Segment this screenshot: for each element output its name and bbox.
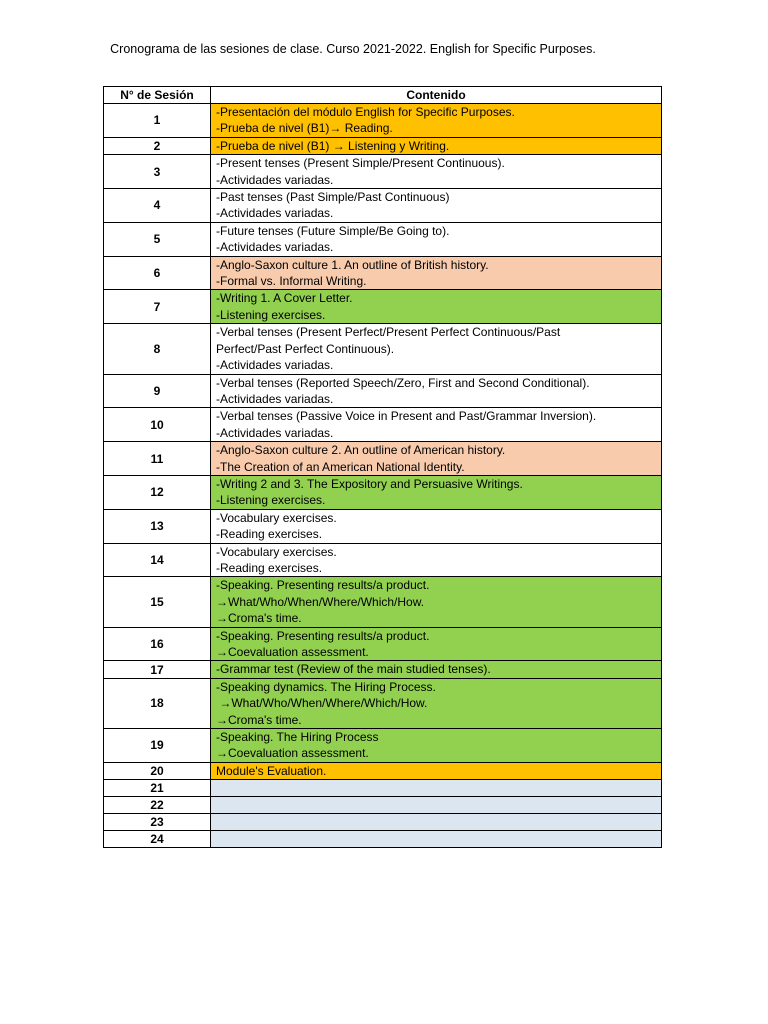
session-content: [211, 577, 662, 627]
content-line: -Actividades variadas.: [216, 172, 334, 187]
session-schedule-table: [103, 86, 662, 848]
content-line: -Actividades variadas.: [216, 425, 334, 440]
table-row: [104, 408, 662, 442]
table-row: [104, 762, 662, 779]
content-line: Module's Evaluation.: [216, 763, 327, 778]
session-number: 12: [104, 475, 211, 509]
content-line: -Reading exercises.: [216, 527, 323, 542]
table-row: [104, 475, 662, 509]
session-content: [211, 256, 662, 290]
session-number: 22: [104, 797, 211, 814]
session-number: 10: [104, 408, 211, 442]
session-content: [211, 189, 662, 223]
content-line: →Croma's time.: [216, 611, 302, 626]
table-row: [104, 814, 662, 831]
content-line: -Future tenses (Future Simple/Be Going to).: [216, 223, 450, 238]
session-content: [211, 222, 662, 256]
table-row: [104, 256, 662, 290]
table-row: [104, 797, 662, 814]
session-content: [211, 374, 662, 408]
content-line: -Grammar test (Review of the main studied tenses).: [216, 662, 491, 677]
content-line: -Verbal tenses (Present Perfect/Present Perfect Continuous/Past: [216, 325, 561, 340]
content-line: -Listening exercises.: [216, 307, 326, 322]
content-line: -Past tenses (Past Simple/Past Continuous): [216, 190, 450, 205]
content-line: →Coevaluation assessment.: [216, 746, 369, 761]
session-number: 3: [104, 155, 211, 189]
table-row: [104, 577, 662, 627]
table-row: [104, 780, 662, 797]
session-number: 18: [104, 678, 211, 728]
session-content: [211, 408, 662, 442]
session-number: 8: [104, 324, 211, 374]
session-content: [211, 509, 662, 543]
session-content: [211, 814, 662, 831]
content-line: -Anglo-Saxon culture 1. An outline of British history.: [216, 257, 489, 272]
table-row: [104, 831, 662, 848]
content-line: -Present tenses (Present Simple/Present Continuous).: [216, 156, 505, 171]
session-content: [211, 475, 662, 509]
content-line: -Actividades variadas.: [216, 240, 334, 255]
content-line: -Verbal tenses (Passive Voice in Present and Past/Grammar Inversion).: [216, 409, 597, 424]
session-content: [211, 729, 662, 763]
table-row: [104, 543, 662, 577]
table-row: [104, 137, 662, 154]
content-line: -Prueba de nivel (B1)→ Reading.: [216, 121, 393, 136]
table-row: [104, 155, 662, 189]
content-line: -Vocabulary exercises.: [216, 544, 337, 559]
content-line: -Actividades variadas.: [216, 206, 334, 221]
table-row: [104, 627, 662, 661]
table-row: [104, 222, 662, 256]
content-line: -Writing 2 and 3. The Expository and Persuasive Writings.: [216, 476, 523, 491]
session-number: 2: [104, 137, 211, 154]
session-content: [211, 780, 662, 797]
content-line: -Actividades variadas.: [216, 391, 334, 406]
content-line: -Speaking. Presenting results/a product.: [216, 578, 430, 593]
content-line: -Formal vs. Informal Writing.: [216, 274, 367, 289]
session-number: 16: [104, 627, 211, 661]
content-line: Perfect/Past Perfect Continuous).: [216, 341, 395, 356]
header-session-number: N° de Sesión: [104, 87, 211, 104]
table-row: [104, 509, 662, 543]
document-title: Cronograma de las sesiones de clase. Curso 2021-2022. English for Specific Purposes.: [110, 42, 596, 56]
content-line: →What/Who/When/Where/Which/How.: [216, 696, 428, 711]
session-content: [211, 104, 662, 138]
session-number: 21: [104, 780, 211, 797]
session-content: [211, 442, 662, 476]
session-content: [211, 137, 662, 154]
session-content: [211, 831, 662, 848]
table-row: [104, 324, 662, 374]
session-content: [211, 661, 662, 678]
table-row: [104, 442, 662, 476]
content-line: →What/Who/When/Where/Which/How.: [216, 594, 425, 609]
content-line: -Anglo-Saxon culture 2. An outline of American history.: [216, 443, 506, 458]
session-number: 9: [104, 374, 211, 408]
content-line: -Vocabulary exercises.: [216, 510, 337, 525]
session-content: [211, 762, 662, 779]
content-line: -Verbal tenses (Reported Speech/Zero, First and Second Conditional).: [216, 375, 590, 390]
content-line: -Writing 1. A Cover Letter.: [216, 291, 353, 306]
table-row: [104, 661, 662, 678]
session-content: [211, 290, 662, 324]
session-content: [211, 627, 662, 661]
session-number: 6: [104, 256, 211, 290]
table-row: [104, 290, 662, 324]
session-content: [211, 155, 662, 189]
session-content: [211, 543, 662, 577]
content-line: -The Creation of an American National Identity.: [216, 459, 465, 474]
session-content: [211, 324, 662, 374]
content-line: -Presentación del módulo English for Specific Purposes.: [216, 105, 515, 119]
table-row: [104, 729, 662, 763]
content-line: →Coevaluation assessment.: [216, 645, 369, 659]
session-number: 1: [104, 104, 211, 138]
session-content: [211, 678, 662, 728]
session-content: [211, 797, 662, 814]
session-number: 4: [104, 189, 211, 223]
content-line: -Prueba de nivel (B1) → Listening y Writing.: [216, 138, 450, 153]
content-line: -Reading exercises.: [216, 560, 323, 575]
content-line: →Croma's time.: [216, 712, 302, 727]
table-row: [104, 104, 662, 138]
table-body: [104, 104, 662, 848]
table-row: [104, 374, 662, 408]
header-content: Contenido: [211, 87, 662, 104]
content-line: -Speaking. Presenting results/a product.: [216, 628, 430, 643]
session-number: 13: [104, 509, 211, 543]
session-number: 11: [104, 442, 211, 476]
session-number: 14: [104, 543, 211, 577]
session-number: 23: [104, 814, 211, 831]
table-header-row: [104, 87, 662, 104]
content-line: -Listening exercises.: [216, 493, 326, 508]
session-number: 19: [104, 729, 211, 763]
session-number: 7: [104, 290, 211, 324]
content-line: -Speaking dynamics. The Hiring Process.: [216, 679, 436, 694]
table-row: [104, 678, 662, 728]
content-line: -Actividades variadas.: [216, 358, 334, 373]
session-number: 20: [104, 762, 211, 779]
session-number: 5: [104, 222, 211, 256]
session-number: 24: [104, 831, 211, 848]
table-row: [104, 189, 662, 223]
session-number: 15: [104, 577, 211, 627]
content-line: -Speaking. The Hiring Process: [216, 730, 379, 745]
session-number: 17: [104, 661, 211, 678]
